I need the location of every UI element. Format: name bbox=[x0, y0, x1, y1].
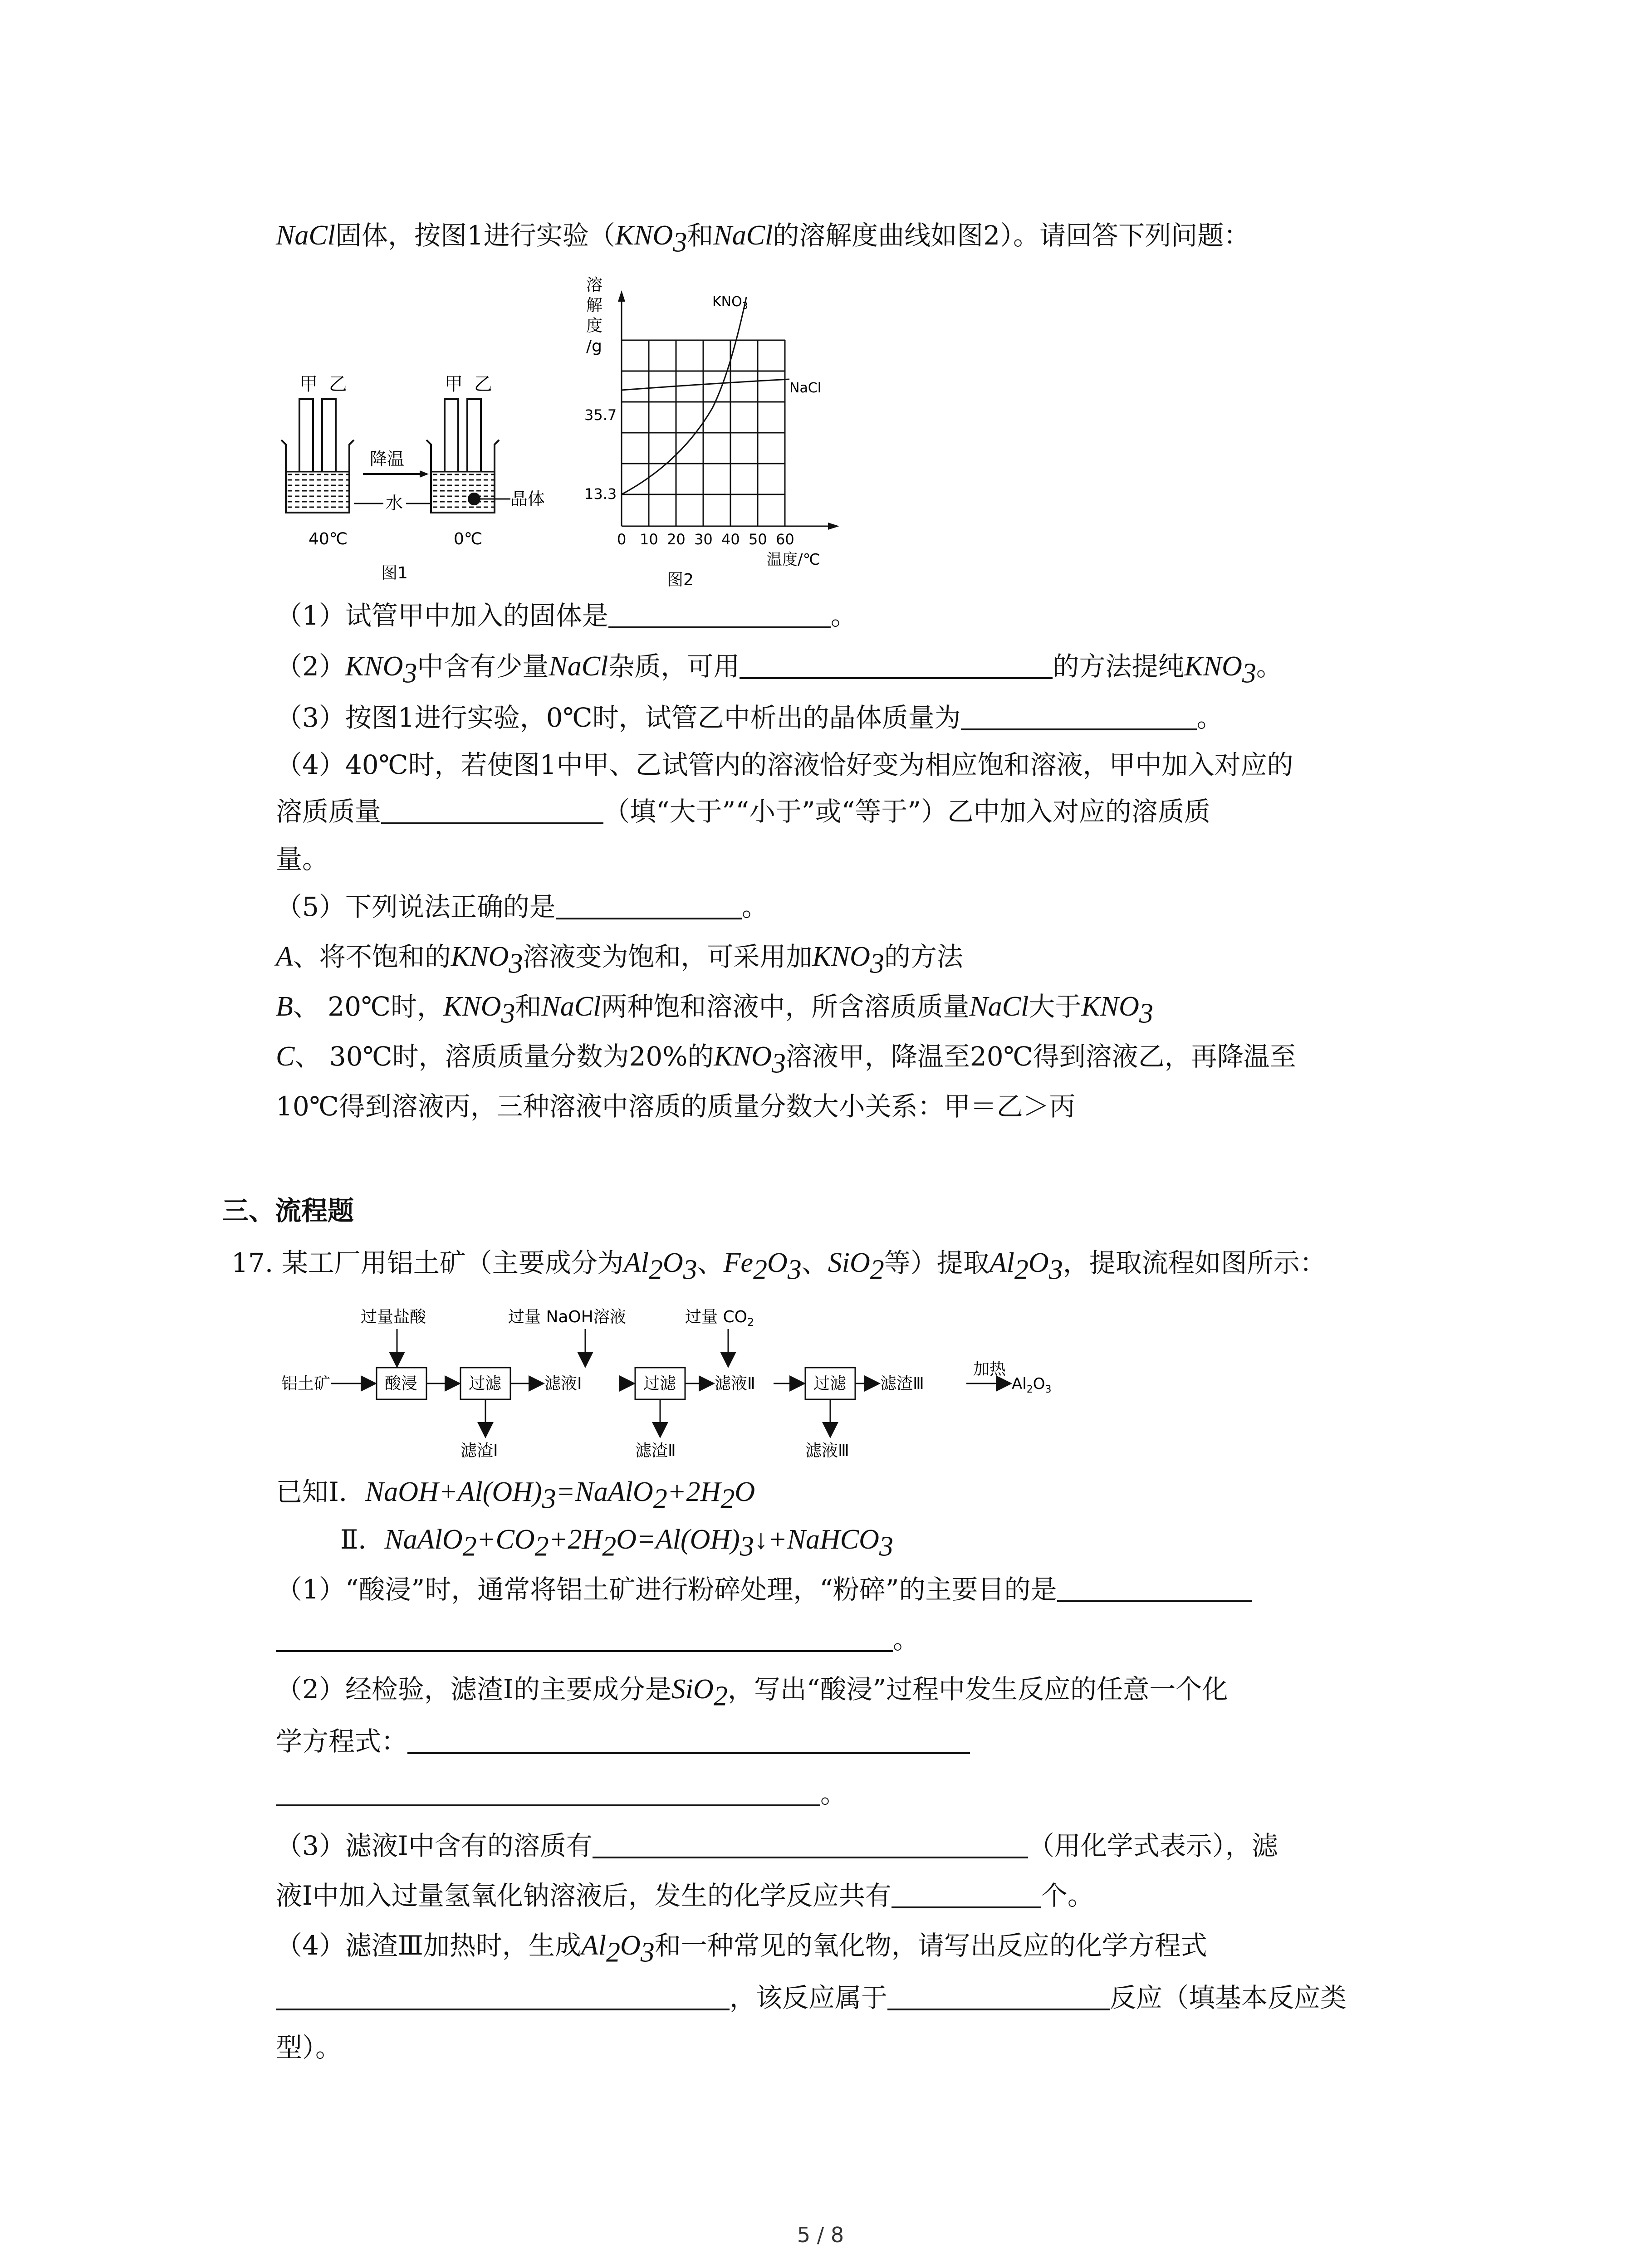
answer-blank-8[interactable] bbox=[593, 1829, 1028, 1858]
figure-2-caption: 图2 bbox=[667, 571, 694, 589]
label-jia-2: 甲 bbox=[445, 374, 463, 395]
option-a: A、将不饱和的$KNO_3$溶液变为饱和，可采用加$KNO_3$的方法 bbox=[276, 941, 963, 979]
figure-2-solubility-chart bbox=[576, 272, 885, 599]
q17-2-cont: 学方程式： bbox=[276, 1724, 970, 1759]
label-0c: 0℃ bbox=[454, 530, 483, 548]
nacl-curve bbox=[622, 379, 789, 390]
kno3-label: $KNO_3$ bbox=[712, 294, 748, 311]
beaker-0c bbox=[426, 399, 499, 513]
answer-blank-2[interactable] bbox=[740, 650, 1053, 679]
flow-filter-1: 过滤 bbox=[469, 1374, 502, 1393]
q16-3: （3）按图1进行实验，0℃时，试管乙中析出的晶体质量为 。 bbox=[276, 702, 1223, 733]
ylabel-1: 溶 bbox=[586, 276, 603, 294]
label-jia: 甲 bbox=[299, 374, 318, 395]
answer-blank-10[interactable] bbox=[276, 1981, 730, 2010]
q16-1: （1）试管甲中加入的固体是 。 bbox=[276, 600, 857, 631]
figure-1-test-tubes bbox=[272, 363, 590, 599]
q17-stem: 17. 某工厂用铝土矿（主要成分为$Al_2O_3$、$Fe_2O_3$、SiO$_2$等）提取$Al_2O_3$，提取流程如图所示： bbox=[231, 1247, 1326, 1286]
flow-r3: 滤渣Ⅲ bbox=[880, 1374, 924, 1393]
page-number: 5 / 8 bbox=[797, 2223, 844, 2247]
ytick-35-7: 35.7 bbox=[584, 406, 617, 424]
option-c: C、 30℃时，溶质质量分数为20%的$KNO_3$溶液甲，降温至20℃得到溶液乙，再降温至 bbox=[276, 1041, 1296, 1079]
kno3-curve bbox=[622, 297, 746, 494]
section-title: 三、流程题 bbox=[222, 1195, 354, 1226]
nacl-label: NaCl bbox=[789, 380, 822, 396]
xtick-60: 60 bbox=[776, 531, 794, 548]
known-2: Ⅱ．$NaAlO_2+CO_2+2H_2O=Al(OH)_3↓+NaHCO_3$ bbox=[340, 1524, 893, 1562]
answer-blank-4[interactable] bbox=[381, 795, 603, 824]
flow-naoh-in: 过量 NaOH溶液 bbox=[508, 1308, 626, 1326]
flow-filter-3: 过滤 bbox=[813, 1374, 847, 1393]
answer-blank-11[interactable] bbox=[887, 1981, 1110, 2010]
answer-blank-7b[interactable] bbox=[276, 1777, 820, 1806]
q16-4c: 量。 bbox=[276, 844, 329, 875]
intro-line: NaCl固体，按图1进行实验（$KNO_3$和NaCl的溶解度曲线如图2）。请回答下列问题： bbox=[276, 220, 1250, 258]
q16-2: $(2)KNO_3$中含有少量NaCl杂质，可用 的方法提纯$KNO_3$。 bbox=[276, 651, 1283, 689]
answer-blank-7[interactable] bbox=[407, 1725, 970, 1754]
flow-heat: 加热 bbox=[973, 1360, 1006, 1378]
q17-4-cont2: 型）。 bbox=[276, 2032, 342, 2063]
ylabel-2: 解 bbox=[586, 296, 603, 315]
q17-2: （2）经检验，滤渣Ⅰ的主要成分是SiO$_2$，写出“酸浸”过程中发生反应的任意一个化 bbox=[276, 1674, 1229, 1712]
answer-blank-6[interactable] bbox=[1057, 1573, 1252, 1602]
flow-filter-2: 过滤 bbox=[643, 1374, 676, 1393]
flow-co2-in: 过量 $CO_2$ bbox=[685, 1308, 754, 1329]
flow-r2: 滤渣Ⅱ bbox=[635, 1442, 676, 1460]
flow-f2: 滤液Ⅱ bbox=[715, 1374, 755, 1393]
label-yi-2: 乙 bbox=[474, 374, 492, 395]
flow-f3: 滤液Ⅲ bbox=[805, 1442, 849, 1460]
option-b: B、 20℃时，$KNO_3$和NaCl两种饱和溶液中，所含溶质质量NaCl大于$KNO_3$ bbox=[276, 991, 1153, 1029]
flow-product: $Al_2O_3$ bbox=[1012, 1375, 1052, 1395]
q17-4: （4）滤渣Ⅲ加热时，生成$Al_2O_3$和一种常见的氧化物，请写出反应的化学方程式 bbox=[276, 1930, 1207, 1968]
q17-3: （3）滤液Ⅰ中含有的溶质有 （用化学式表示），滤 bbox=[276, 1830, 1278, 1861]
answer-blank-9[interactable] bbox=[892, 1879, 1041, 1908]
q16-4b: 溶质质量 （填“大于”“小于”或“等于”）乙中加入对应的溶质质 bbox=[276, 796, 1210, 827]
chart-grid bbox=[622, 297, 830, 526]
xtick-40: 40 bbox=[721, 531, 740, 548]
flow-acid: 酸浸 bbox=[385, 1374, 418, 1393]
flow-acid-in: 过量盐酸 bbox=[361, 1308, 426, 1326]
xtick-50: 50 bbox=[749, 531, 767, 548]
known-1: 已知Ⅰ．$NaOH+Al(OH)_3=NaAlO_2+2H_2O$ bbox=[276, 1476, 755, 1515]
xtick-20: 20 bbox=[667, 531, 686, 548]
ytick-13-3: 13.3 bbox=[584, 485, 617, 503]
flow-ore: 铝土矿 bbox=[281, 1374, 331, 1393]
beaker-40c bbox=[281, 399, 354, 513]
ylabel-3: 度 bbox=[586, 317, 603, 335]
q17-4-cont: ，该反应属于 反应（填基本反应类 bbox=[276, 1980, 1347, 2015]
q17-2-cont2: 。 bbox=[276, 1776, 847, 1811]
flow-f1: 滤液Ⅰ bbox=[544, 1374, 582, 1393]
xtick-10: 10 bbox=[640, 531, 658, 548]
answer-blank-3[interactable] bbox=[961, 701, 1197, 730]
figure-1-caption: 图1 bbox=[381, 564, 408, 582]
label-crystal: 晶体 bbox=[510, 489, 545, 509]
xtick-30: 30 bbox=[694, 531, 713, 548]
xtick-0: 0 bbox=[617, 531, 627, 548]
q17-3-cont: 液Ⅰ中加入过量氢氧化钠溶液后，发生的化学反应共有 个。 bbox=[276, 1880, 1094, 1911]
option-c-cont: 10℃得到溶液丙，三种溶液中溶质的质量分数大小关系：甲＝乙＞丙 bbox=[276, 1091, 1076, 1122]
label-yi: 乙 bbox=[329, 374, 347, 395]
label-cool: 降温 bbox=[370, 449, 405, 469]
q17-1: （1）“酸浸”时，通常将铝土矿进行粉碎处理，“粉碎”的主要目的是 bbox=[276, 1572, 1252, 1607]
flow-r1: 滤渣Ⅰ bbox=[460, 1442, 498, 1460]
answer-blank-1[interactable] bbox=[608, 599, 831, 628]
xlabel: 温度/℃ bbox=[767, 551, 820, 569]
label-water: 水 bbox=[386, 493, 403, 513]
process-flow-diagram bbox=[272, 1302, 1089, 1474]
answer-blank-6b[interactable] bbox=[276, 1623, 893, 1652]
q16-4a: （4）40℃时，若使图1中甲、乙试管内的溶液恰好变为相应饱和溶液，甲中加入对应的 bbox=[276, 749, 1293, 780]
ylabel-4: /g bbox=[586, 337, 602, 356]
answer-blank-5[interactable] bbox=[556, 890, 742, 919]
label-40c: 40℃ bbox=[309, 530, 348, 548]
q17-1-cont: 。 bbox=[276, 1622, 919, 1657]
q16-5: （5）下列说法正确的是 。 bbox=[276, 891, 768, 922]
